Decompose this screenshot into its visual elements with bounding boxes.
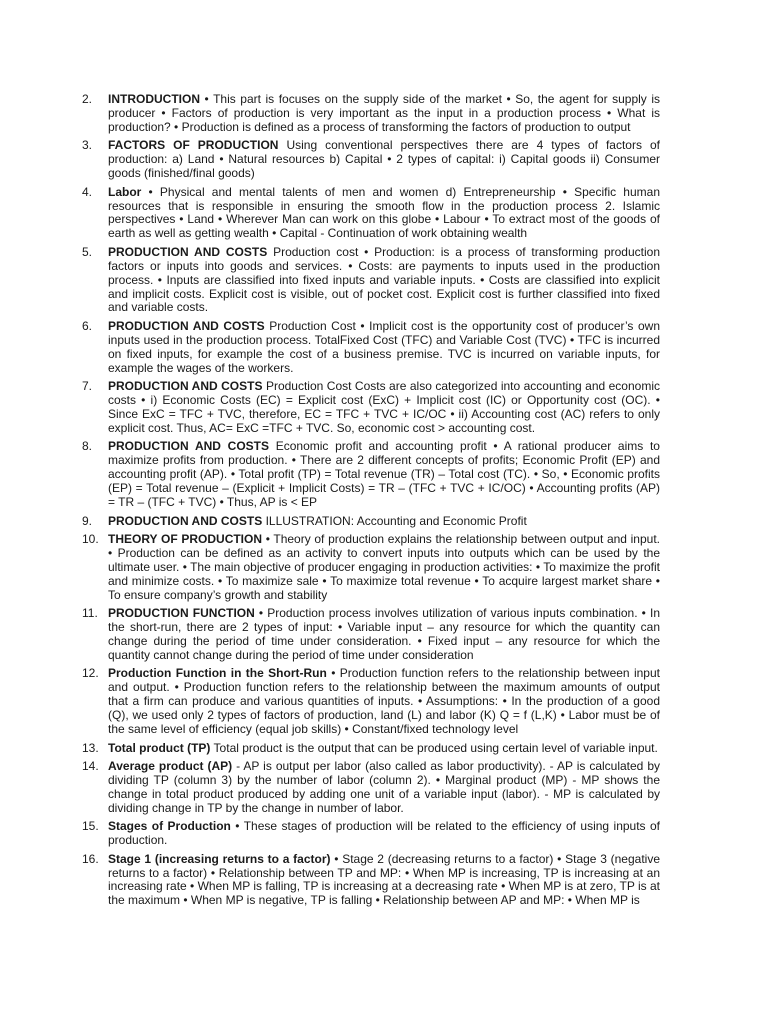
item-text bbox=[108, 139, 660, 181]
list-item-9 bbox=[82, 515, 660, 529]
list-item-15 bbox=[82, 820, 660, 848]
item-heading: PRODUCTION AND COSTS bbox=[108, 379, 263, 394]
document-page bbox=[82, 93, 660, 913]
item-number: 10. bbox=[82, 532, 99, 547]
item-body: • Physical and mental talents of men and women d) Entrepreneurship • Specific human resources that is responsible in ensuring the smooth flow in the production process 2. Islamic perspectives • Land • Wherever Man can work on this globe • Labour • To extract most of the goods of earth as well as getting wealth • Capital - Continuation of work obtaining wealth bbox=[108, 184, 660, 241]
item-heading: PRODUCTION AND COSTS bbox=[108, 439, 269, 454]
item-heading: Average product (AP) bbox=[108, 759, 233, 773]
item-body: • Stage 2 (decreasing returns to a factor) • Stage 3 (negative returns to a factor) • Relationship between TP and MP: • When MP is increasing, TP is increasing at an increasing rate • When MP is falling, TP is increasing at a decreasing rate • When MP is at zero, TP is at the maximum • When MP is negative, TP is falling • Relationship between AP and MP: • When MP is bbox=[108, 851, 660, 908]
item-text bbox=[108, 186, 660, 242]
item-number: 7. bbox=[82, 379, 93, 394]
item-number: 14. bbox=[82, 759, 99, 773]
item-text bbox=[108, 246, 660, 316]
item-heading: PRODUCTION AND COSTS bbox=[108, 513, 263, 528]
item-body: • Theory of production explains the relationship between output and input. • Production can be defined as an activity to convert inputs into outputs which can be used by the ultimate user. • The main objective of producer engaging in production activities: • To maximize the profit and minimize costs. • To maximize sale • To maximize total revenue • To acquire largest market share • To ensure company’s growth and stability bbox=[108, 532, 661, 602]
item-text bbox=[108, 760, 660, 816]
item-number: 15. bbox=[82, 819, 99, 834]
item-body: Economic profit and accounting profit • A rational producer aims to maximize profits from production. • There are 2 different concepts of profits; Economic Profit (EP) and accounting profit (AP). • Total profit (TP) = Total revenue (TR) – Total cost (TC). • So, • Economic profits (EP) = Total revenue – (Explicit + Implicit Costs) = TR – (TFC + TVC + IC/OC) • Accounting profits (AP) = TR – (TFC + TVC) • Thus, AP is < EP bbox=[108, 439, 660, 510]
item-body: Total product is the output that can be produced using certain level of variable input. bbox=[210, 740, 658, 755]
item-body: • This part is focuses on the supply side of the market • So, the agent for supply is producer • Factors of production is very important as the input in a production process • What is production? • Production is defined as a process of transforming the factors of production to output bbox=[108, 92, 660, 134]
list-item-10 bbox=[82, 533, 660, 603]
item-heading: PRODUCTION AND COSTS bbox=[108, 244, 268, 259]
list-item-8 bbox=[82, 440, 660, 510]
list-item-6 bbox=[82, 320, 660, 376]
item-text bbox=[108, 820, 660, 848]
item-text bbox=[108, 380, 660, 436]
item-heading: Stage 1 (increasing returns to a factor) bbox=[108, 851, 331, 866]
list-item-2 bbox=[82, 93, 660, 135]
item-body: Production Cost Costs are also categorized into accounting and economic costs • i) Economic Costs (EC) = Explicit cost (ExC) + Implicit cost (IC) or Opportunity cost (OC). • Since ExC = TFC + TVC, therefore, EC = TFC + TVC + IC/OC • ii) Accounting cost (AC) refers to only explicit cost. Thus, AC= ExC =TFC + TVC. So, economic cost > accounting cost. bbox=[108, 379, 660, 435]
item-number: 16. bbox=[82, 851, 99, 866]
item-number: 2. bbox=[82, 92, 93, 106]
item-number: 12. bbox=[82, 666, 99, 681]
list-item-4 bbox=[82, 186, 660, 242]
item-text bbox=[108, 533, 660, 603]
item-heading: FACTORS OF PRODUCTION bbox=[108, 138, 279, 153]
item-heading: PRODUCTION FUNCTION bbox=[108, 606, 255, 621]
item-text bbox=[108, 853, 660, 909]
item-heading: INTRODUCTION bbox=[108, 92, 200, 106]
item-body: Production cost • Production: is a process of transforming production factors or inputs into goods and services. • Costs: are payments to inputs used in the production process. • Inputs are classified into fixed inputs and variable inputs. • Costs are classified into explicit and implicit costs. Explicit cost is visible, out of pocket cost. Explicit cost is further classified into fixed and variable costs. bbox=[108, 244, 660, 315]
item-body: Production Cost • Implicit cost is the opportunity cost of producer’s own inputs used in the production process. TotalFixed Cost (TFC) and Variable Cost (TVC) • TFC is incurred on fixed inputs, for example the cost of a business premise. TVC is incurred on variable inputs, for example the wages of the workers. bbox=[108, 318, 660, 375]
list-item-13 bbox=[82, 742, 660, 756]
item-heading: Labor bbox=[108, 184, 142, 199]
item-text bbox=[108, 667, 660, 737]
item-heading: THEORY OF PRODUCTION bbox=[108, 532, 263, 547]
item-body: ILLUSTRATION: Accounting and Economic Profit bbox=[262, 513, 527, 528]
list-item-16 bbox=[82, 853, 660, 909]
list-item-7 bbox=[82, 380, 660, 436]
item-number: 11. bbox=[82, 606, 98, 621]
item-number: 13. bbox=[82, 740, 99, 755]
item-number: 5. bbox=[82, 244, 93, 259]
item-body: - AP is output per labor (also called as labor productivity). - AP is calculated by dividing TP (column 3) by the number of labor (column 2). • Marginal product (MP) - MP shows the change in total product produced by adding one unit of a variable input (labor). - MP is calculated by dividing change in TP by the change in number of labor. bbox=[108, 759, 660, 815]
item-heading: Production Function in the Short-Run bbox=[108, 666, 327, 681]
list-item-5 bbox=[82, 246, 660, 316]
item-body: • These stages of production will be related to the efficiency of using inputs of production. bbox=[108, 819, 660, 848]
item-text bbox=[108, 607, 660, 663]
item-number: 4. bbox=[82, 184, 93, 199]
item-body: • Production function refers to the relationship between input and output. • Production function refers to the relationship between the maximum amounts of output that a firm can produce and various quantities of inputs. • Assumptions: • In the production of a good (Q), we used only 2 types of factors of production, land (L) and labor (K) Q = f (L,K) • Labor must be of the same level of efficiency (equal job skills) • Constant/fixed technology level bbox=[108, 666, 660, 736]
item-text bbox=[108, 440, 660, 510]
item-text bbox=[108, 742, 660, 756]
item-text bbox=[108, 320, 660, 376]
list-item-12 bbox=[82, 667, 660, 737]
item-heading: Total product (TP) bbox=[108, 740, 211, 755]
item-heading: Stages of Production bbox=[108, 819, 231, 834]
item-text bbox=[108, 515, 660, 529]
item-number: 9. bbox=[82, 513, 93, 528]
list-item-3 bbox=[82, 139, 660, 181]
item-number: 3. bbox=[82, 138, 93, 153]
item-heading: PRODUCTION AND COSTS bbox=[108, 318, 265, 333]
list-item-11 bbox=[82, 607, 660, 663]
item-text bbox=[108, 93, 660, 135]
item-number: 6. bbox=[82, 318, 93, 333]
item-body: Using conventional perspectives there are 4 types of factors of production: a) Land • Natural resources b) Capital • 2 types of capital: i) Capital goods ii) Consumer goods (finished/final goods) bbox=[108, 138, 660, 181]
item-number: 8. bbox=[82, 439, 93, 454]
item-body: • Production process involves utilization of various inputs combination. • In the short-run, there are 2 types of input: • Variable input – any resource for which the quantity can change during the period of time under consideration. • Fixed input – any resource for which the quantity cannot change during the period of time under consideration bbox=[108, 606, 660, 662]
list-item-14 bbox=[82, 760, 660, 816]
